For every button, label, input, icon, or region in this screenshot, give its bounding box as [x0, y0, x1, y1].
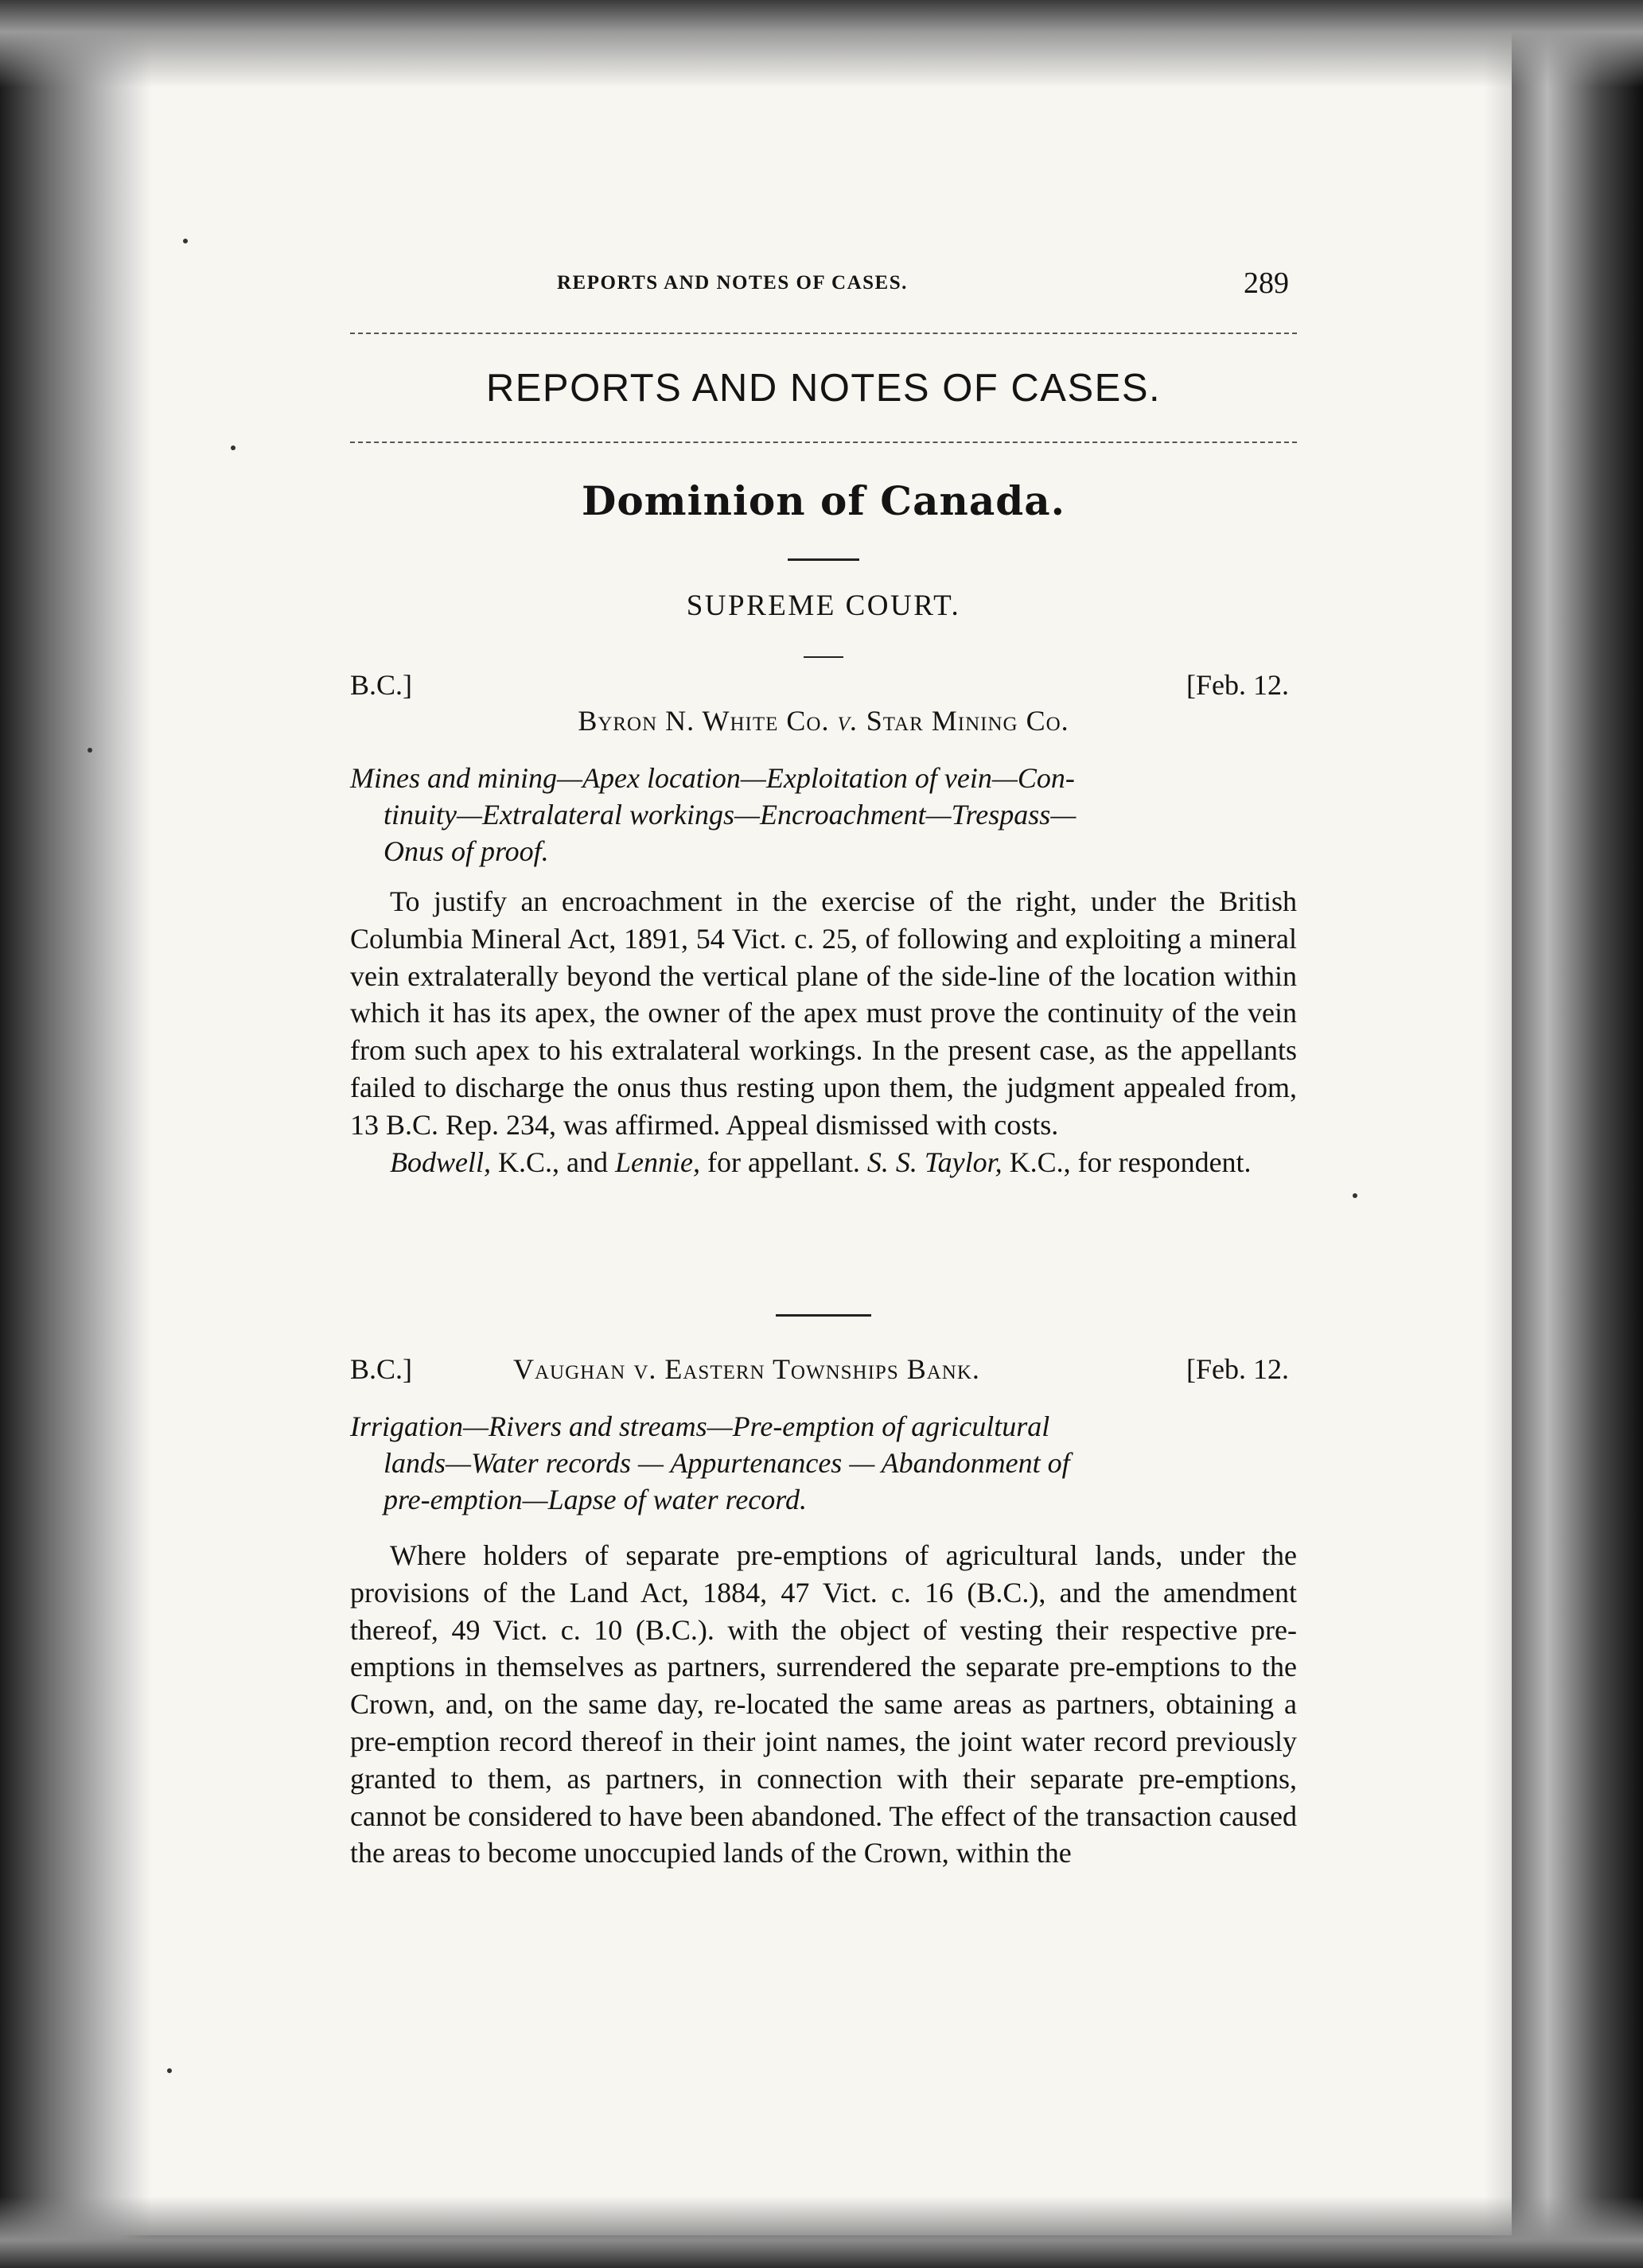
case-1-body-text: To justify an encroachment in the exercise of the right, under the British Columbia Mineral Act, 1891, 54 Vict. c. 25, of following and exploiting a mineral vein extralaterally beyond the vertical plane of the side-line of the location within which it has its apex, the owner of the apex must prove the continuity of the vein from such apex to his extralateral workings. In the present case, as the appellants failed to discharge the onus thus resting upon them, the judgment appealed from, 13 B.C. Rep. 234, was affirmed. Appeal dismissed with costs. [350, 885, 1297, 1141]
case-2-body [350, 1537, 1297, 1872]
counsel-name: Bodwell, [390, 1146, 491, 1178]
case-1-party-b: Star Mining Co. [866, 705, 1069, 737]
page-edge-shadow-bottom [0, 2196, 1643, 2268]
page-number: 289 [1244, 266, 1289, 300]
scan-speck [231, 445, 236, 450]
scan-speck [183, 239, 188, 243]
page-edge-shadow-right [1484, 0, 1643, 2268]
counsel-name: Lennie, [614, 1146, 700, 1178]
headnote-line: lands—Water records — Appurtenances — Abandonment of [383, 1447, 1070, 1479]
headnote-line: Onus of proof. [383, 835, 549, 867]
case-2-body-text: Where holders of separate pre-emptions of agricultural lands, under the provisions of the Land Act, 1884, 47 Vict. c. 16 (B.C.), and the amendment thereof, 49 Vict. c. 10 (B.C.). with the object of vesting their respective pre-emptions in themselves as partners, surrendered the separate pre-emptions to the Crown, and, on the same day, re-located the same areas as partners, obtaining a pre-emption record thereof in their joint names, the joint water record previously granted to them, as partners, in connection with their separate pre-emptions, cannot be considered to have been abandoned. The effect of the transaction caused the areas to become unoccupied lands of the Crown, within the [350, 1539, 1297, 1869]
case-1-date: [Feb. 12. [1186, 669, 1289, 701]
court-heading: SUPREME COURT. [686, 589, 961, 622]
case-1-header [350, 668, 1297, 708]
case-1-versus: v. [837, 705, 858, 737]
counsel-text: for appellant. [699, 1146, 867, 1178]
running-head [350, 263, 1297, 310]
short-divider [804, 656, 843, 658]
headnote-line: Mines and mining—Apex location—Exploitation of vein—Con- [350, 762, 1075, 794]
case-2-province: B.C.] [350, 1353, 413, 1385]
case-1-counsel [350, 1144, 1297, 1181]
page-binding-shadow-left [0, 0, 151, 2268]
case-2-date: [Feb. 12. [1186, 1353, 1289, 1385]
running-head-rule [350, 333, 1297, 334]
counsel-name: S. S. Taylor, [866, 1146, 1003, 1178]
case-1-party-a: Byron N. White Co. [578, 705, 830, 737]
counsel-text: K.C., and [490, 1146, 615, 1178]
case-2-headnote [350, 1408, 1297, 1518]
counsel-text: K.C., for respondent. [1002, 1146, 1252, 1178]
short-divider [788, 558, 859, 561]
case-2-header [350, 1352, 1297, 1392]
section-rule [350, 442, 1297, 443]
case-1-title [350, 704, 1297, 737]
case-1-headnote [350, 760, 1297, 869]
case-divider [776, 1314, 871, 1317]
headnote-line: tinuity—Extralateral workings—Encroachment—Trespass— [383, 799, 1077, 831]
page-edge-shadow-top [0, 0, 1643, 88]
running-head-title: REPORTS AND NOTES OF CASES. [557, 272, 908, 294]
scan-speck [167, 2068, 172, 2073]
scan-speck [1353, 1193, 1357, 1198]
scan-speck [88, 748, 92, 753]
case-2-title: Vaughan v. Eastern Townships Bank. [513, 1353, 980, 1385]
section-title: REPORTS AND NOTES OF CASES. [485, 367, 1162, 410]
jurisdiction-heading: Dominion of Canada. [581, 477, 1066, 524]
case-1-body [350, 883, 1297, 1181]
case-1-province: B.C.] [350, 669, 413, 701]
headnote-line: Irrigation—Rivers and streams—Pre-emption of agricultural [350, 1410, 1050, 1442]
headnote-line: pre-emption—Lapse of water record. [383, 1484, 807, 1515]
